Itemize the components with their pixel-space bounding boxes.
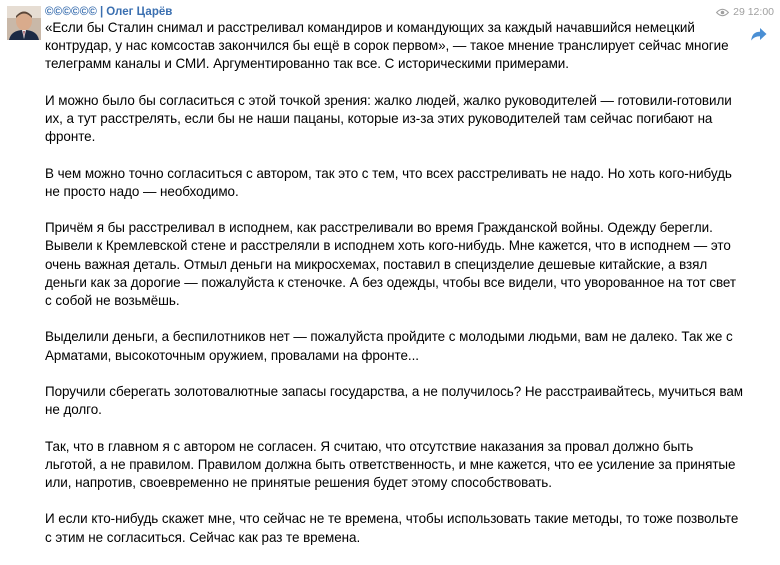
message-header [45,4,745,20]
message-paragraph: В чем можно точно согласиться с автором, так это с тем, что всех расстреливать не надо. Но хоть кого-нибудь не просто надо — необходимо. [45,165,732,199]
forward-arrow-icon[interactable] [750,26,768,42]
message-post [45,4,745,545]
message-paragraph: Причём я бы расстреливал в исподнем, как расстреливали во время Гражданской войны. Одежду берегли. Вывели к Кремлевской стене и расстреляли в исподнем хоть кого-нибудь. Мне кажется, что в исподнем — это очень важная деталь. Отмыл деньги на микросхемах, поставил в специзделие дешевые китайские, а взял деньги как за дорогие — пожалуйста к стеночке. А без одежды, чтобы все видели, что уворованное на тот свет с собой не возьмёшь. [45,220,737,308]
message-meta [716,6,774,18]
message-paragraph: И можно было бы согласиться с этой точкой зрения: жалко людей, жалко руководителей — готовили-готовили их, а тут расстрелять, если бы не наши пацаны, которые из-за этих руководителей там сейчас погибают на фронте. [45,92,732,145]
avatar[interactable] [7,6,41,40]
channel-emoji-badges: ©©©©©© [45,6,98,18]
message-paragraph: Поручили сберегать золотовалютные запасы государства, а не получилось? Не расстраивайтесь, мучиться вам не долго. [45,383,743,418]
message-paragraph: Выделили деньги, а беспилотников нет — пожалуйста пройдите с молодыми людьми, вам не далеко. Так же с Арматами, высокоточным оружием, провалами на фронте... [45,329,733,363]
message-paragraph: И если кто-нибудь скажет мне, что сейчас не те времена, чтобы использовать такие методы, то тоже позвольте с этим не согласиться. Сейчас как раз те времена. [45,511,739,545]
message-time: 29 12:00 [733,6,774,18]
author-name[interactable]: Олег Царёв [106,6,173,18]
eye-icon [716,8,729,17]
message-paragraph: «Если бы Сталин снимал и расстреливал командиров и командующих за каждый начавшийся немецкий контрудар, у нас комсостав закончился бы ещё в сорок первом», — такое мнение транслирует сейчас многие телеграмм каналы и СМИ. Аргументированно так все. С историческими примерами. [45,20,729,72]
author-photo [7,6,41,40]
message-body [45,19,745,565]
header-separator: | [100,6,104,18]
message-paragraph: Так, что в главном я с автором не согласен. Я считаю, что отсутствие наказания за провал должно быть льготой, а не правилом. Правилом должна быть ответственность, и мне кажется, что ее усиление за принятые или, напротив, своевременно не принятые решения будет этому способствовать. [45,438,736,490]
